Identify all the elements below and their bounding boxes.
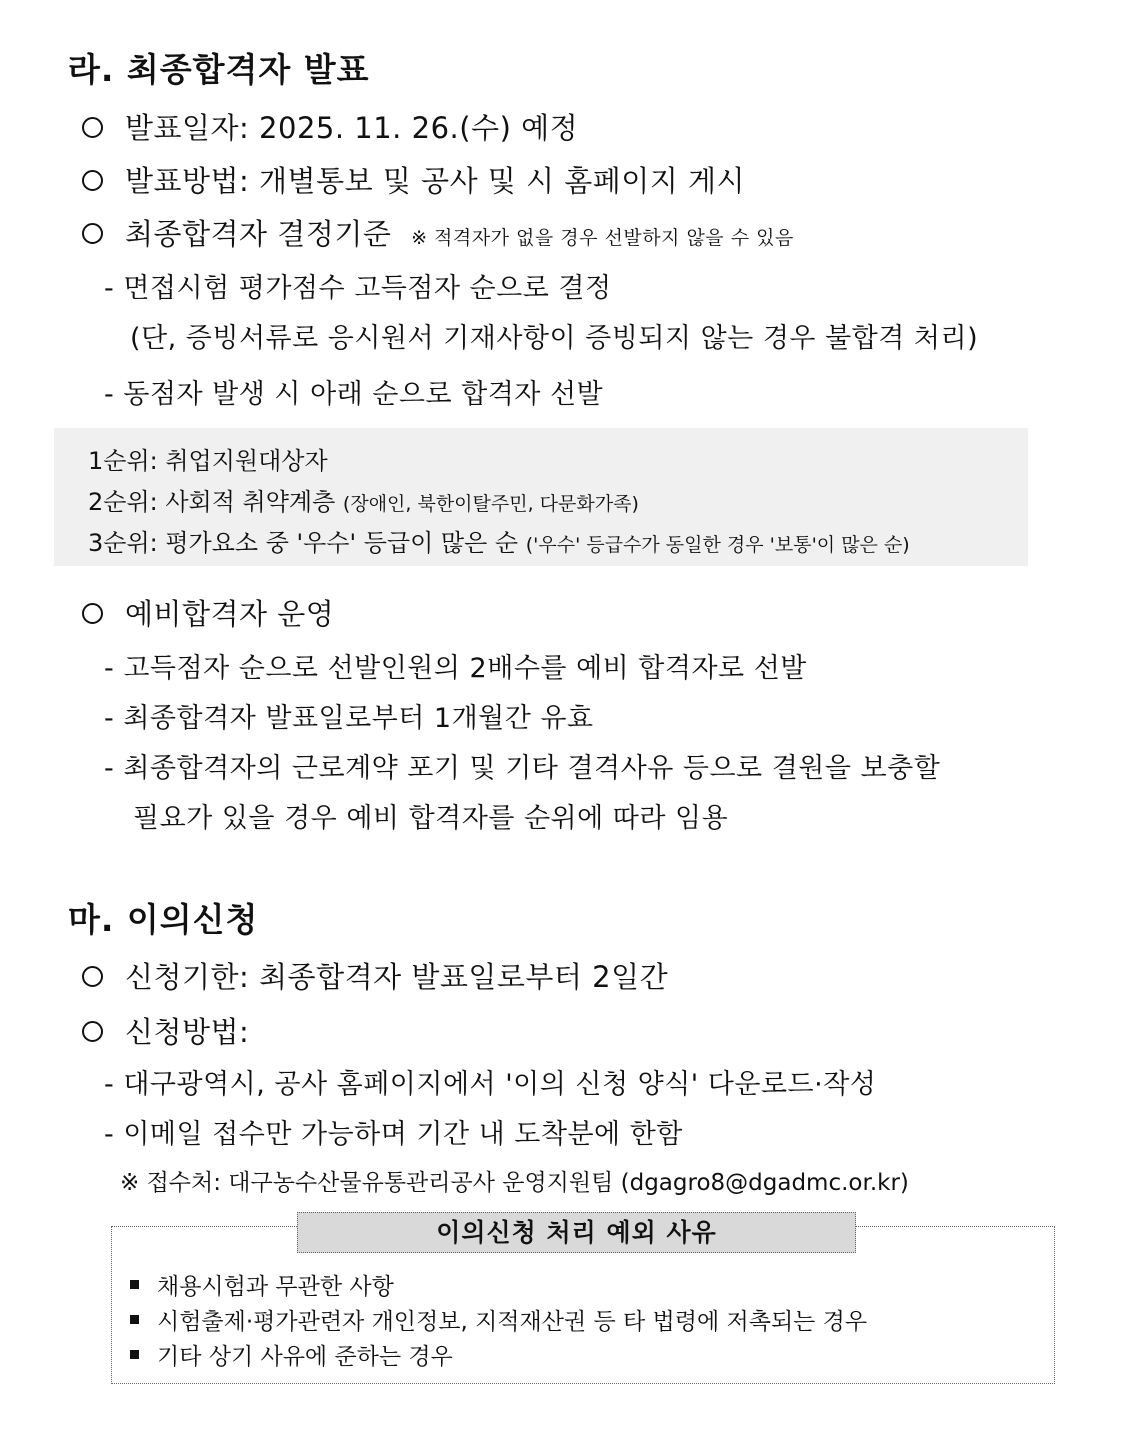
ra-item-reserve (82, 592, 334, 633)
circle-bullet-icon (82, 966, 103, 987)
circle-bullet-icon (82, 603, 103, 624)
exception-item (130, 1303, 867, 1336)
ra-item-announce-method-text: 발표방법: 개별통보 및 공사 및 시 홈페이지 게시 (125, 164, 746, 198)
rank-3-note: ('우수' 등급수가 동일한 경우 '보통'이 많은 순) (525, 534, 910, 556)
exception-item-text: 기타 상기 사유에 준하는 경우 (157, 1344, 453, 1370)
exception-item-text: 채용시험과 무관한 사항 (157, 1274, 394, 1300)
rank-3-text: 3순위: 평가요소 중 '우수' 등급이 많은 순 (88, 529, 519, 557)
circle-bullet-icon (82, 117, 103, 138)
ra-sub-reserve-replace-cont: 필요가 있을 경우 예비 합격자를 순위에 따라 임용 (133, 803, 729, 834)
exception-box-title: 이의신청 처리 예외 사유 (297, 1212, 856, 1253)
circle-bullet-icon (82, 1021, 103, 1042)
ra-item-criteria-note: ※ 적격자가 없을 경우 선발하지 않을 수 있음 (411, 227, 794, 249)
ma-contact: ※ 접수처: 대구농수산물유통관리공사 운영지원팀 (dgagro8@dgadmc.or.kr) (120, 1170, 909, 1196)
rank-2-note: (장애인, 북한이탈주민, 다문화가족) (342, 493, 639, 515)
square-bullet-icon (130, 1280, 139, 1289)
section-ra-heading: 라. 최종합격자 발표 (68, 50, 370, 89)
ra-item-criteria (82, 212, 794, 253)
ra-sub-reserve-valid: - 최종합격자 발표일로부터 1개월간 유효 (104, 703, 594, 734)
rank-3 (88, 523, 910, 558)
ma-item-method (82, 1010, 249, 1051)
ra-sub-reserve-replace: - 최종합격자의 근로계약 포기 및 기타 결격사유 등으로 결원을 보충할 (104, 753, 941, 784)
ra-item-announce-date (82, 106, 578, 147)
ma-sub-download: - 대구광역시, 공사 홈페이지에서 '이의 신청 양식' 다운로드·작성 (104, 1069, 877, 1100)
exception-item (130, 1338, 453, 1371)
section-ma-heading: 마. 이의신청 (68, 900, 259, 939)
square-bullet-icon (130, 1350, 139, 1359)
ma-item-deadline (82, 955, 668, 996)
ma-item-deadline-text: 신청기한: 최종합격자 발표일로부터 2일간 (125, 960, 669, 994)
rank-1: 1순위: 취업지원대상자 (88, 447, 328, 475)
ra-item-reserve-text: 예비합격자 운영 (125, 597, 335, 631)
ma-item-method-text: 신청방법: (125, 1015, 250, 1049)
ra-item-announce-date-text: 발표일자: 2025. 11. 26.(수) 예정 (125, 111, 579, 145)
square-bullet-icon (130, 1315, 139, 1324)
ra-sub-interview-cont: (단, 증빙서류로 응시원서 기재사항이 증빙되지 않는 경우 불합격 처리) (130, 323, 979, 354)
circle-bullet-icon (82, 170, 103, 191)
ra-item-announce-method (82, 159, 745, 200)
ra-sub-reserve-select: - 고득점자 순으로 선발인원의 2배수를 예비 합격자로 선발 (104, 653, 807, 684)
rank-2-text: 2순위: 사회적 취약계층 (88, 488, 336, 516)
ra-sub-tie: - 동점자 발생 시 아래 순으로 합격자 선발 (104, 379, 604, 410)
ma-sub-email: - 이메일 접수만 가능하며 기간 내 도착분에 한함 (104, 1119, 683, 1150)
ra-item-criteria-text: 최종합격자 결정기준 (125, 217, 392, 251)
exception-item (130, 1268, 394, 1301)
rank-2 (88, 482, 639, 517)
exception-item-text: 시험출제·평가관련자 개인정보, 지적재산권 등 타 법령에 저촉되는 경우 (157, 1309, 868, 1335)
ra-sub-interview: - 면접시험 평가점수 고득점자 순으로 결정 (104, 273, 612, 304)
circle-bullet-icon (82, 223, 103, 244)
